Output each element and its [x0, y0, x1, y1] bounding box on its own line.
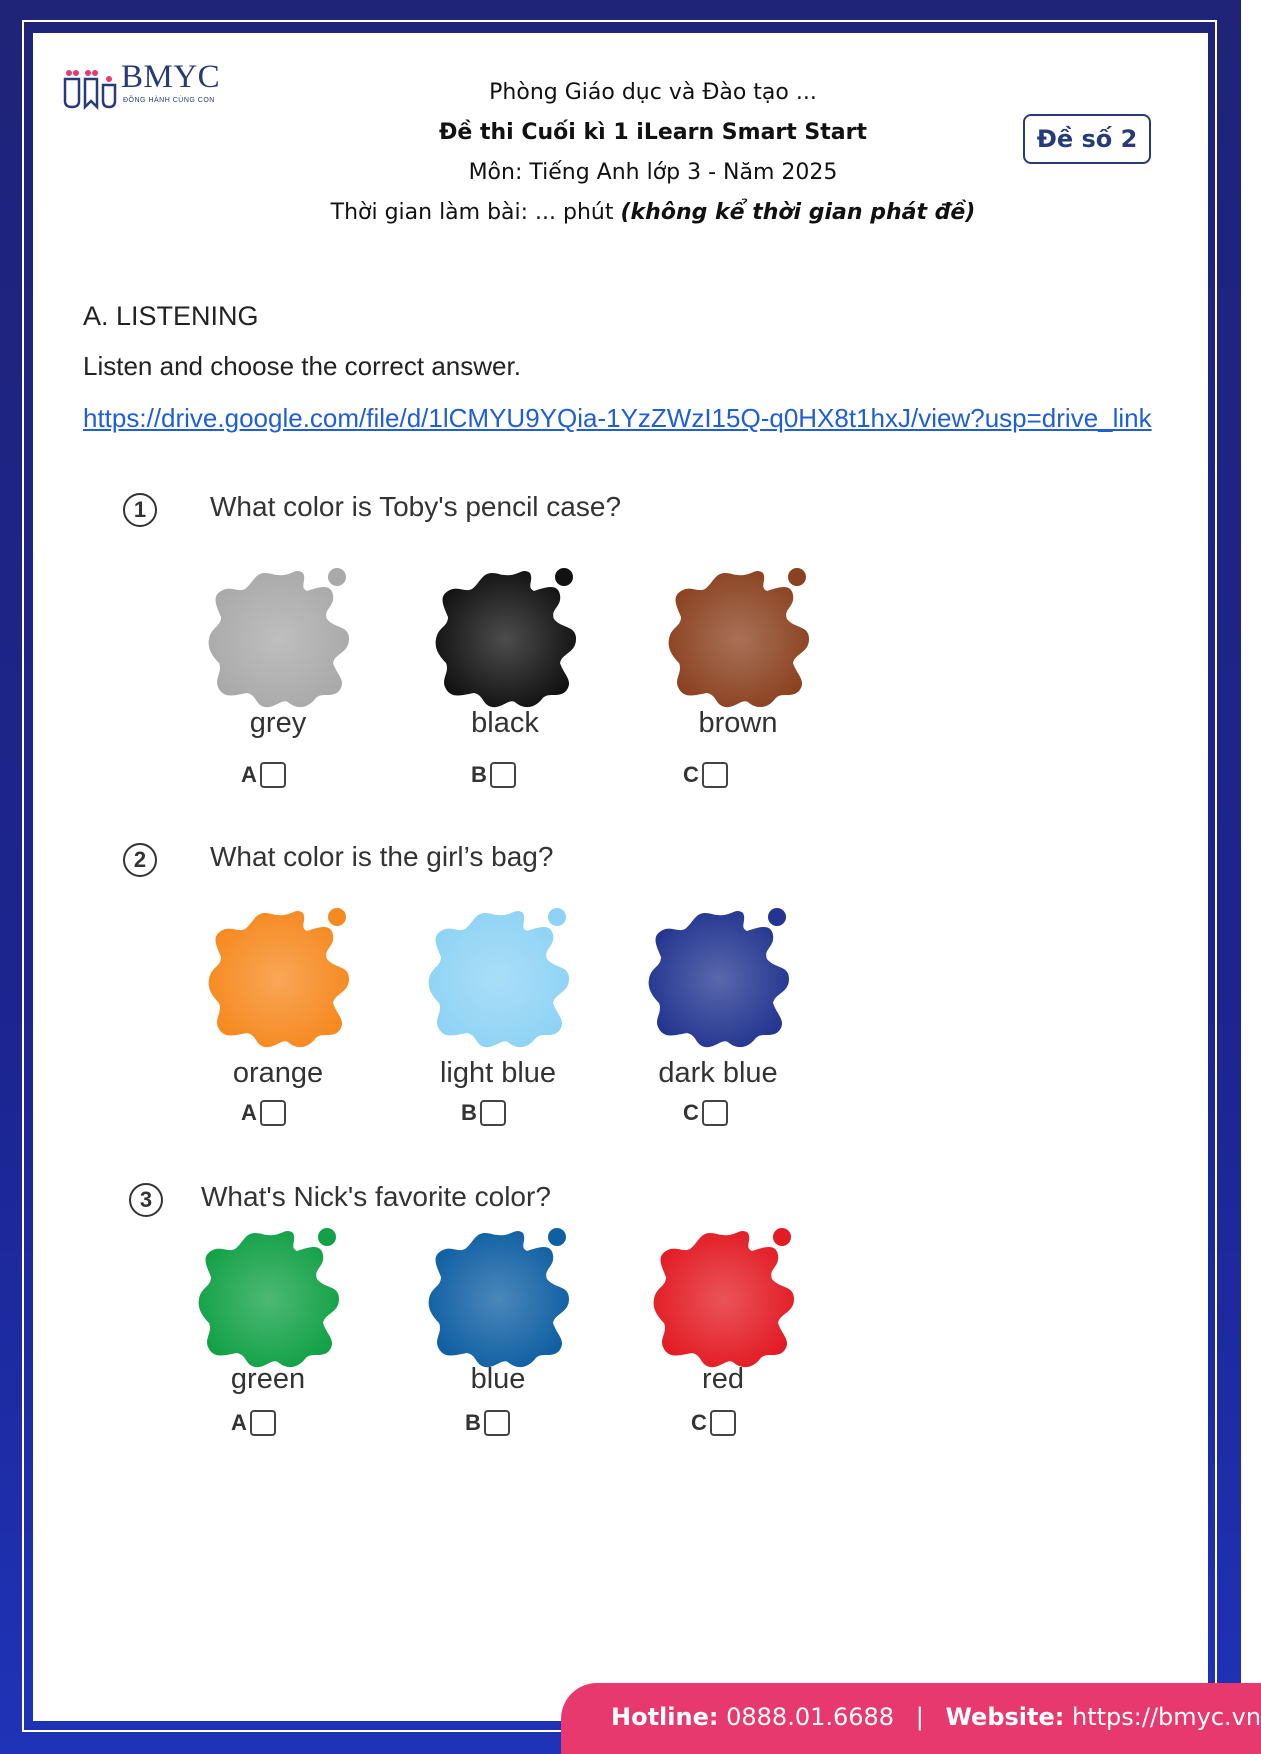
color-label: orange	[232, 1057, 324, 1089]
answer-option-a[interactable]	[241, 1099, 286, 1127]
grey-paint-splash-icon	[203, 563, 353, 713]
color-label: red	[702, 1363, 744, 1395]
answer-checkbox[interactable]	[250, 1410, 276, 1436]
option-letter: A	[241, 1100, 257, 1126]
option-letter: C	[691, 1410, 707, 1436]
black-paint-splash-icon	[430, 563, 580, 713]
answer-option-c[interactable]	[683, 761, 728, 789]
answer-checkbox[interactable]	[260, 1100, 286, 1126]
department-line: Phòng Giáo dục và Đào tạo ...	[489, 80, 817, 105]
color-label: blue	[470, 1363, 526, 1395]
option-letter: B	[461, 1100, 477, 1126]
answer-option-b[interactable]	[461, 1099, 506, 1127]
answer-option-c[interactable]	[683, 1099, 728, 1127]
question-text: What color is Toby's pencil case?	[210, 491, 622, 522]
logo-text: BMYC	[121, 59, 221, 95]
question-number: 2	[123, 843, 157, 877]
answer-checkbox[interactable]	[702, 1100, 728, 1126]
answer-checkbox[interactable]	[484, 1410, 510, 1436]
answer-checkbox[interactable]	[490, 762, 516, 788]
color-label: light blue	[439, 1057, 557, 1089]
exam-header	[203, 73, 1103, 233]
hotline-number[interactable]: 0888.01.6688	[726, 1703, 895, 1731]
duration-text: Thời gian làm bài: ... phút	[330, 200, 621, 225]
footer-separator: |	[915, 1703, 924, 1731]
answer-checkbox[interactable]	[710, 1410, 736, 1436]
question-number: 3	[129, 1183, 163, 1217]
answer-checkbox[interactable]	[480, 1100, 506, 1126]
logo-tagline: ĐỒNG HÀNH CÙNG CON	[123, 97, 215, 104]
answer-checkbox[interactable]	[702, 762, 728, 788]
color-label: black	[471, 707, 539, 739]
website-label: Website:	[945, 1703, 1065, 1731]
exam-code-badge: Đề số 2	[1023, 114, 1151, 164]
option-letter: A	[231, 1410, 247, 1436]
color-label: brown	[698, 707, 778, 739]
question-text: What color is the girl’s bag?	[210, 841, 554, 872]
light-blue-paint-splash-icon	[423, 903, 573, 1053]
blue-paint-splash-icon	[423, 1223, 573, 1373]
subject-line: Môn: Tiếng Anh lớp 3 - Năm 2025	[468, 160, 838, 185]
section-title: A. LISTENING	[83, 301, 259, 331]
answer-option-a[interactable]	[231, 1409, 276, 1437]
duration-note: (không kể thời gian phát đề)	[620, 200, 976, 225]
option-letter: C	[683, 1100, 699, 1126]
duration-line	[203, 193, 1103, 233]
hotline-label: Hotline:	[611, 1703, 719, 1731]
audio-link[interactable]: https://drive.google.com/file/d/1lCMYU9YQia-1YzZWzI15Q-q0HX8t1hxJ/view?usp=drive_link	[83, 403, 1152, 433]
option-letter: B	[465, 1410, 481, 1436]
option-letter: C	[683, 762, 699, 788]
red-paint-splash-icon	[648, 1223, 798, 1373]
answer-option-b[interactable]	[465, 1409, 510, 1437]
green-paint-splash-icon	[193, 1223, 343, 1373]
brown-paint-splash-icon	[663, 563, 813, 713]
answer-option-c[interactable]	[691, 1409, 736, 1437]
color-label: dark blue	[658, 1057, 778, 1089]
website-link[interactable]: https://bmyc.vn	[1072, 1703, 1261, 1731]
color-label: grey	[249, 707, 307, 739]
question-number: 1	[123, 493, 157, 527]
color-label: green	[230, 1363, 306, 1395]
answer-option-a[interactable]	[241, 761, 286, 789]
answer-checkbox[interactable]	[260, 762, 286, 788]
section-instruction: Listen and choose the correct answer.	[83, 351, 521, 381]
footer-bar	[561, 1683, 1261, 1754]
orange-paint-splash-icon	[203, 903, 353, 1053]
answer-option-b[interactable]	[471, 761, 516, 789]
exam-sheet	[33, 33, 1208, 1721]
exam-title: Đề thi Cuối kì 1 iLearn Smart Start	[438, 120, 868, 145]
dark-blue-paint-splash-icon	[643, 903, 793, 1053]
option-letter: A	[241, 762, 257, 788]
question-text: What's Nick's favorite color?	[201, 1181, 551, 1212]
option-letter: B	[471, 762, 487, 788]
